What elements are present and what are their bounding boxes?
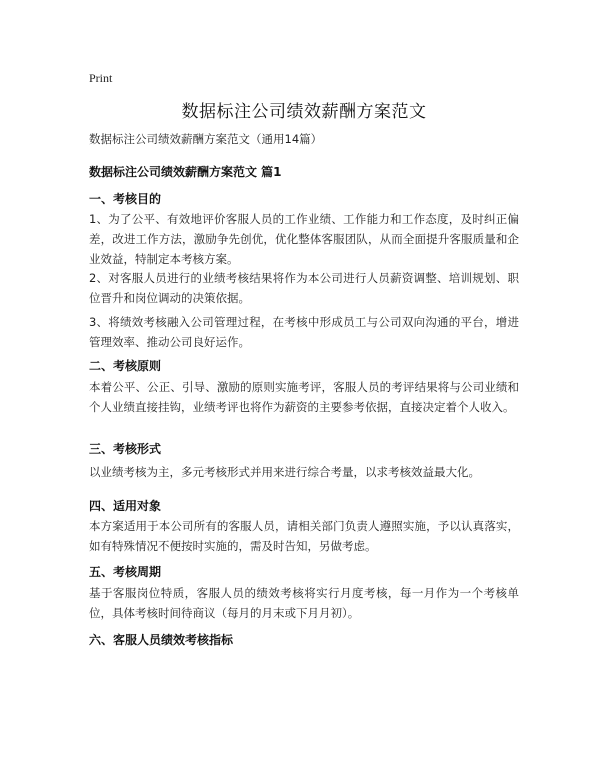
paragraph: 1、为了公平、有效地评价客服人员的工作业绩、工作能力和工作态度，及时纠正偏差，改进工作方法，激励争先创优，优化整体客服团队，从而全面提升客服质量和企业效益，特制定本考核方案。	[89, 212, 519, 266]
paragraph: 基于客服岗位特质，客服人员的绩效考核将实行月度考核，每一月作为一个考核单位，具体考核时间待商议（每月的月末或下月月初）。	[89, 586, 519, 620]
section-heading-principles: 二、考核原则	[89, 359, 162, 373]
section-heading-format: 三、考核形式	[89, 442, 162, 456]
section-heading-cycle: 五、考核周期	[89, 565, 162, 579]
print-link[interactable]: Print	[89, 71, 113, 85]
paragraph: 以业绩考核为主，多元考核形式并用来进行综合考量，以求考核效益最大化。	[89, 465, 480, 479]
page-title: 数据标注公司绩效薪酬方案范文	[181, 102, 427, 122]
section-heading-indicators: 六、客服人员绩效考核指标	[89, 633, 234, 647]
section-heading-scope: 四、适用对象	[89, 499, 162, 513]
section-heading-purpose: 一、考核目的	[89, 192, 162, 206]
paragraph: 2、对客服人员进行的业绩考核结果将作为本公司进行人员薪资调整、培训规划、职位晋升和岗位调动的决策依据。	[89, 271, 519, 305]
paragraph: 本方案适用于本公司所有的客服人员，请相关部门负责人遵照实施，予以认真落实，如有特殊情况不便按时实施的，需及时告知，另做考虑。	[89, 519, 519, 553]
paragraph: 3、将绩效考核融入公司管理过程，在考核中形成员工与公司双向沟通的平台，增进管理效率、推动公司良好运作。	[89, 315, 519, 349]
document-subtitle: 数据标注公司绩效薪酬方案范文（通用14篇）	[89, 132, 323, 146]
article-heading: 数据标注公司绩效薪酬方案范文 篇1	[89, 165, 282, 179]
paragraph: 本着公平、公正、引导、激励的原则实施考评，客服人员的考评结果将与公司业绩和个人业绩直接挂钩，业绩考评也将作为薪资的主要参考依据，直接决定着个人收入。	[89, 380, 519, 414]
